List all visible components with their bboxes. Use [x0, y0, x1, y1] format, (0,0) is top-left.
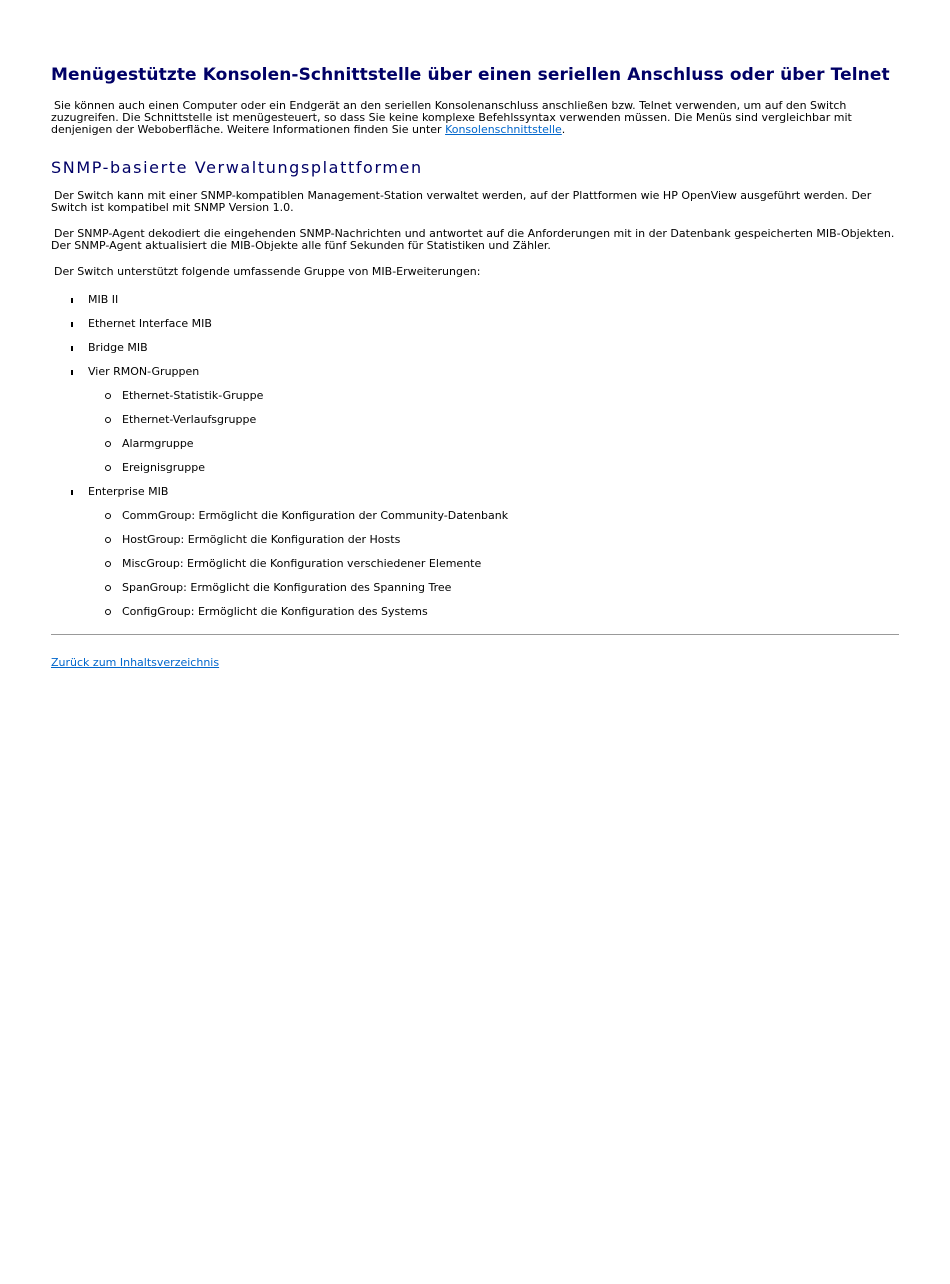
sub-list-item-label: SpanGroup: Ermöglicht die Konfiguration des Spanning Tree: [122, 581, 452, 594]
sub-list-item-label: HostGroup: Ermöglicht die Konfiguration der Hosts: [122, 533, 401, 546]
sub-list-item: [88, 534, 899, 546]
list-item-label: Enterprise MIB: [88, 485, 169, 498]
circle-bullet-icon: [105, 417, 111, 423]
snmp-paragraph-1: Der Switch kann mit einer SNMP-kompatiblen Management-Station verwaltet werden, auf der Plattformen wie HP OpenView ausgeführt werden. Der Switch ist kompatibel mit SNMP Version 1.0.: [51, 189, 872, 214]
list-item-label: Vier RMON-Gruppen: [88, 365, 200, 378]
sub-list-item: [88, 462, 899, 474]
sub-list-item-label: Ethernet-Statistik-Gruppe: [122, 389, 264, 402]
sub-list-item: [88, 438, 899, 450]
section-divider: [51, 634, 899, 635]
sub-list-item: [88, 582, 899, 594]
list-item-label: Ethernet Interface MIB: [88, 317, 212, 330]
back-to-contents-link[interactable]: Zurück zum Inhaltsverzeichnis: [51, 656, 220, 669]
sub-list-item: [88, 414, 899, 426]
mib-extension-list: [51, 294, 899, 618]
circle-bullet-icon: [105, 537, 111, 543]
square-bullet-icon: [71, 322, 73, 327]
footer-nav: [51, 657, 899, 669]
list-item: [51, 318, 899, 330]
sub-list-item-label: Ethernet-Verlaufsgruppe: [122, 413, 257, 426]
console-interface-link[interactable]: Konsolenschnittstelle: [445, 123, 562, 136]
intro-text: Sie können auch einen Computer oder ein Endgerät an den seriellen Konsolenanschluss anschließen bzw. Telnet verwenden, um auf den Switch zuzugreifen. Die Schnittstelle ist menügesteuert, so dass Sie keine komplexe Befehlssyntax verwenden müssen. Die Menüs sind vergleichbar mit denjenigen der Weboberfläche. Weitere Informationen finden Sie unter: [51, 99, 852, 136]
sub-list-item-label: ConfigGroup: Ermöglicht die Konfiguration des Systems: [122, 605, 428, 618]
mib-lead-paragraph: Der Switch unterstützt folgende umfassende Gruppe von MIB-Erweiterungen:: [54, 265, 481, 278]
sub-list-item: [88, 510, 899, 522]
square-bullet-icon: [71, 346, 73, 351]
sub-list-item-label: Ereignisgruppe: [122, 461, 206, 474]
list-item: [51, 366, 899, 474]
section-title-snmp: SNMP-basierte Verwaltungsplattformen: [51, 158, 423, 177]
list-item-label: MIB II: [88, 293, 119, 306]
circle-bullet-icon: [105, 513, 111, 519]
intro-trailing: .: [561, 123, 566, 136]
circle-bullet-icon: [105, 609, 111, 615]
sub-list-item-label: MiscGroup: Ermöglicht die Konfiguration verschiedener Elemente: [122, 557, 482, 570]
page-title: Menügestützte Konsolen-Schnittstelle über einen seriellen Anschluss oder über Telnet: [51, 65, 890, 85]
square-bullet-icon: [71, 370, 73, 375]
sub-list-item: [88, 390, 899, 402]
circle-bullet-icon: [105, 585, 111, 591]
list-item: [51, 342, 899, 354]
square-bullet-icon: [71, 298, 73, 303]
circle-bullet-icon: [105, 441, 111, 447]
sub-list-item-label: Alarmgruppe: [122, 437, 194, 450]
list-item: [51, 294, 899, 306]
circle-bullet-icon: [105, 561, 111, 567]
sub-list-item: [88, 558, 899, 570]
document-page: [51, 64, 899, 669]
list-item-label: Bridge MIB: [88, 341, 148, 354]
sub-list-item: [88, 606, 899, 618]
square-bullet-icon: [71, 490, 73, 495]
intro-paragraph: [51, 100, 899, 136]
enterprise-group-list: [88, 510, 899, 618]
sub-list-item-label: CommGroup: Ermöglicht die Konfiguration der Community-Datenbank: [122, 509, 509, 522]
circle-bullet-icon: [105, 465, 111, 471]
circle-bullet-icon: [105, 393, 111, 399]
rmon-group-list: [88, 390, 899, 474]
list-item: [51, 486, 899, 618]
snmp-paragraph-2: Der SNMP-Agent dekodiert die eingehenden SNMP-Nachrichten und antwortet auf die Anforderungen mit in der Datenbank gespeicherten MIB-Objekten. Der SNMP-Agent aktualisiert die MIB-Objekte alle fünf Sekunden für Statistiken und Zähler.: [51, 227, 895, 252]
